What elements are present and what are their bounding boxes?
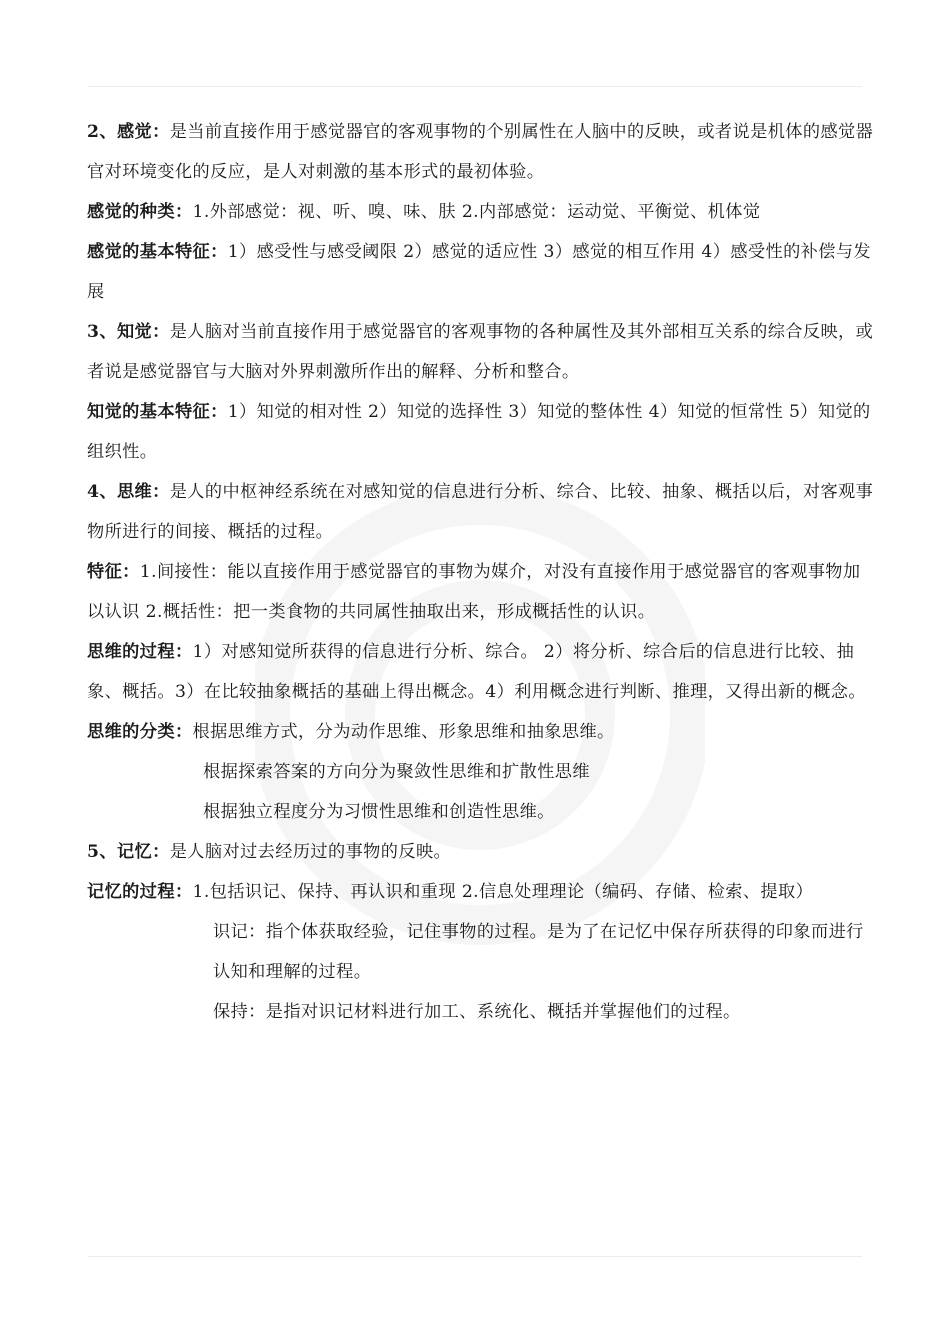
thinking-definition: 4、思维：是人的中枢神经系统在对感知觉的信息进行分析、综合、比较、抽象、概括以后，对客观事物所进行的间接、概括的过程。 (87, 482, 874, 542)
sensation-types: 感觉的种类：1.外部感觉：视、听、嗅、味、肤 2.内部感觉：运动觉、平衡觉、机体觉 (87, 202, 761, 222)
header-rule (88, 86, 862, 87)
memory-detail-retention: 保持：是指对识记材料进行加工、系统化、概括并掌握他们的过程。 (213, 1002, 741, 1022)
thinking-classification-item: 根据独立程度分为习惯性思维和创造性思维。 (203, 802, 555, 822)
document-body (87, 112, 877, 1032)
thinking-process: 思维的过程：1）对感知觉所获得的信息进行分析、综合。 2）将分析、综合后的信息进行比较、抽象、概括。3）在比较抽象概括的基础上得出概念。4）利用概念进行判断、推理，又得出新的概念。 (87, 642, 866, 702)
footer-rule (88, 1256, 862, 1257)
memory-detail-encoding: 识记：指个体获取经验，记住事物的过程。是为了在记忆中保存所获得的印象而进行认知和理解的过程。 (213, 922, 864, 982)
thinking-characteristics: 特征：1.间接性：能以直接作用于感觉器官的事物为媒介，对没有直接作用于感觉器官的客观事物加以认识 2.概括性：把一类食物的共同属性抽取出来，形成概括性的认识。 (87, 562, 861, 622)
thinking-classification: 思维的分类：根据思维方式，分为动作思维、形象思维和抽象思维。 (87, 722, 615, 742)
perception-definition: 3、知觉：是人脑对当前直接作用于感觉器官的客观事物的各种属性及其外部相互关系的综合反映，或者说是感觉器官与大脑对外界刺激所作出的解释、分析和整合。 (87, 322, 874, 382)
memory-process: 记忆的过程：1.包括识记、保持、再认识和重现 2.信息处理理论（编码、存储、检索、提取） (87, 882, 814, 902)
sensation-features: 感觉的基本特征：1）感受性与感受阈限 2）感觉的适应性 3）感觉的相互作用 4）感受性的补偿与发展 (87, 242, 872, 302)
perception-features: 知觉的基本特征：1）知觉的相对性 2）知觉的选择性 3）知觉的整体性 4）知觉的恒常性 5）知觉的组织性。 (87, 402, 871, 462)
memory-definition: 5、记忆：是人脑对过去经历过的事物的反映。 (87, 842, 452, 862)
sensation-definition: 2、感觉：是当前直接作用于感觉器官的客观事物的个别属性在人脑中的反映，或者说是机体的感觉器官对环境变化的反应，是人对刺激的基本形式的最初体验。 (87, 122, 874, 182)
thinking-classification-item: 根据探索答案的方向分为聚敛性思维和扩散性思维 (203, 762, 590, 782)
